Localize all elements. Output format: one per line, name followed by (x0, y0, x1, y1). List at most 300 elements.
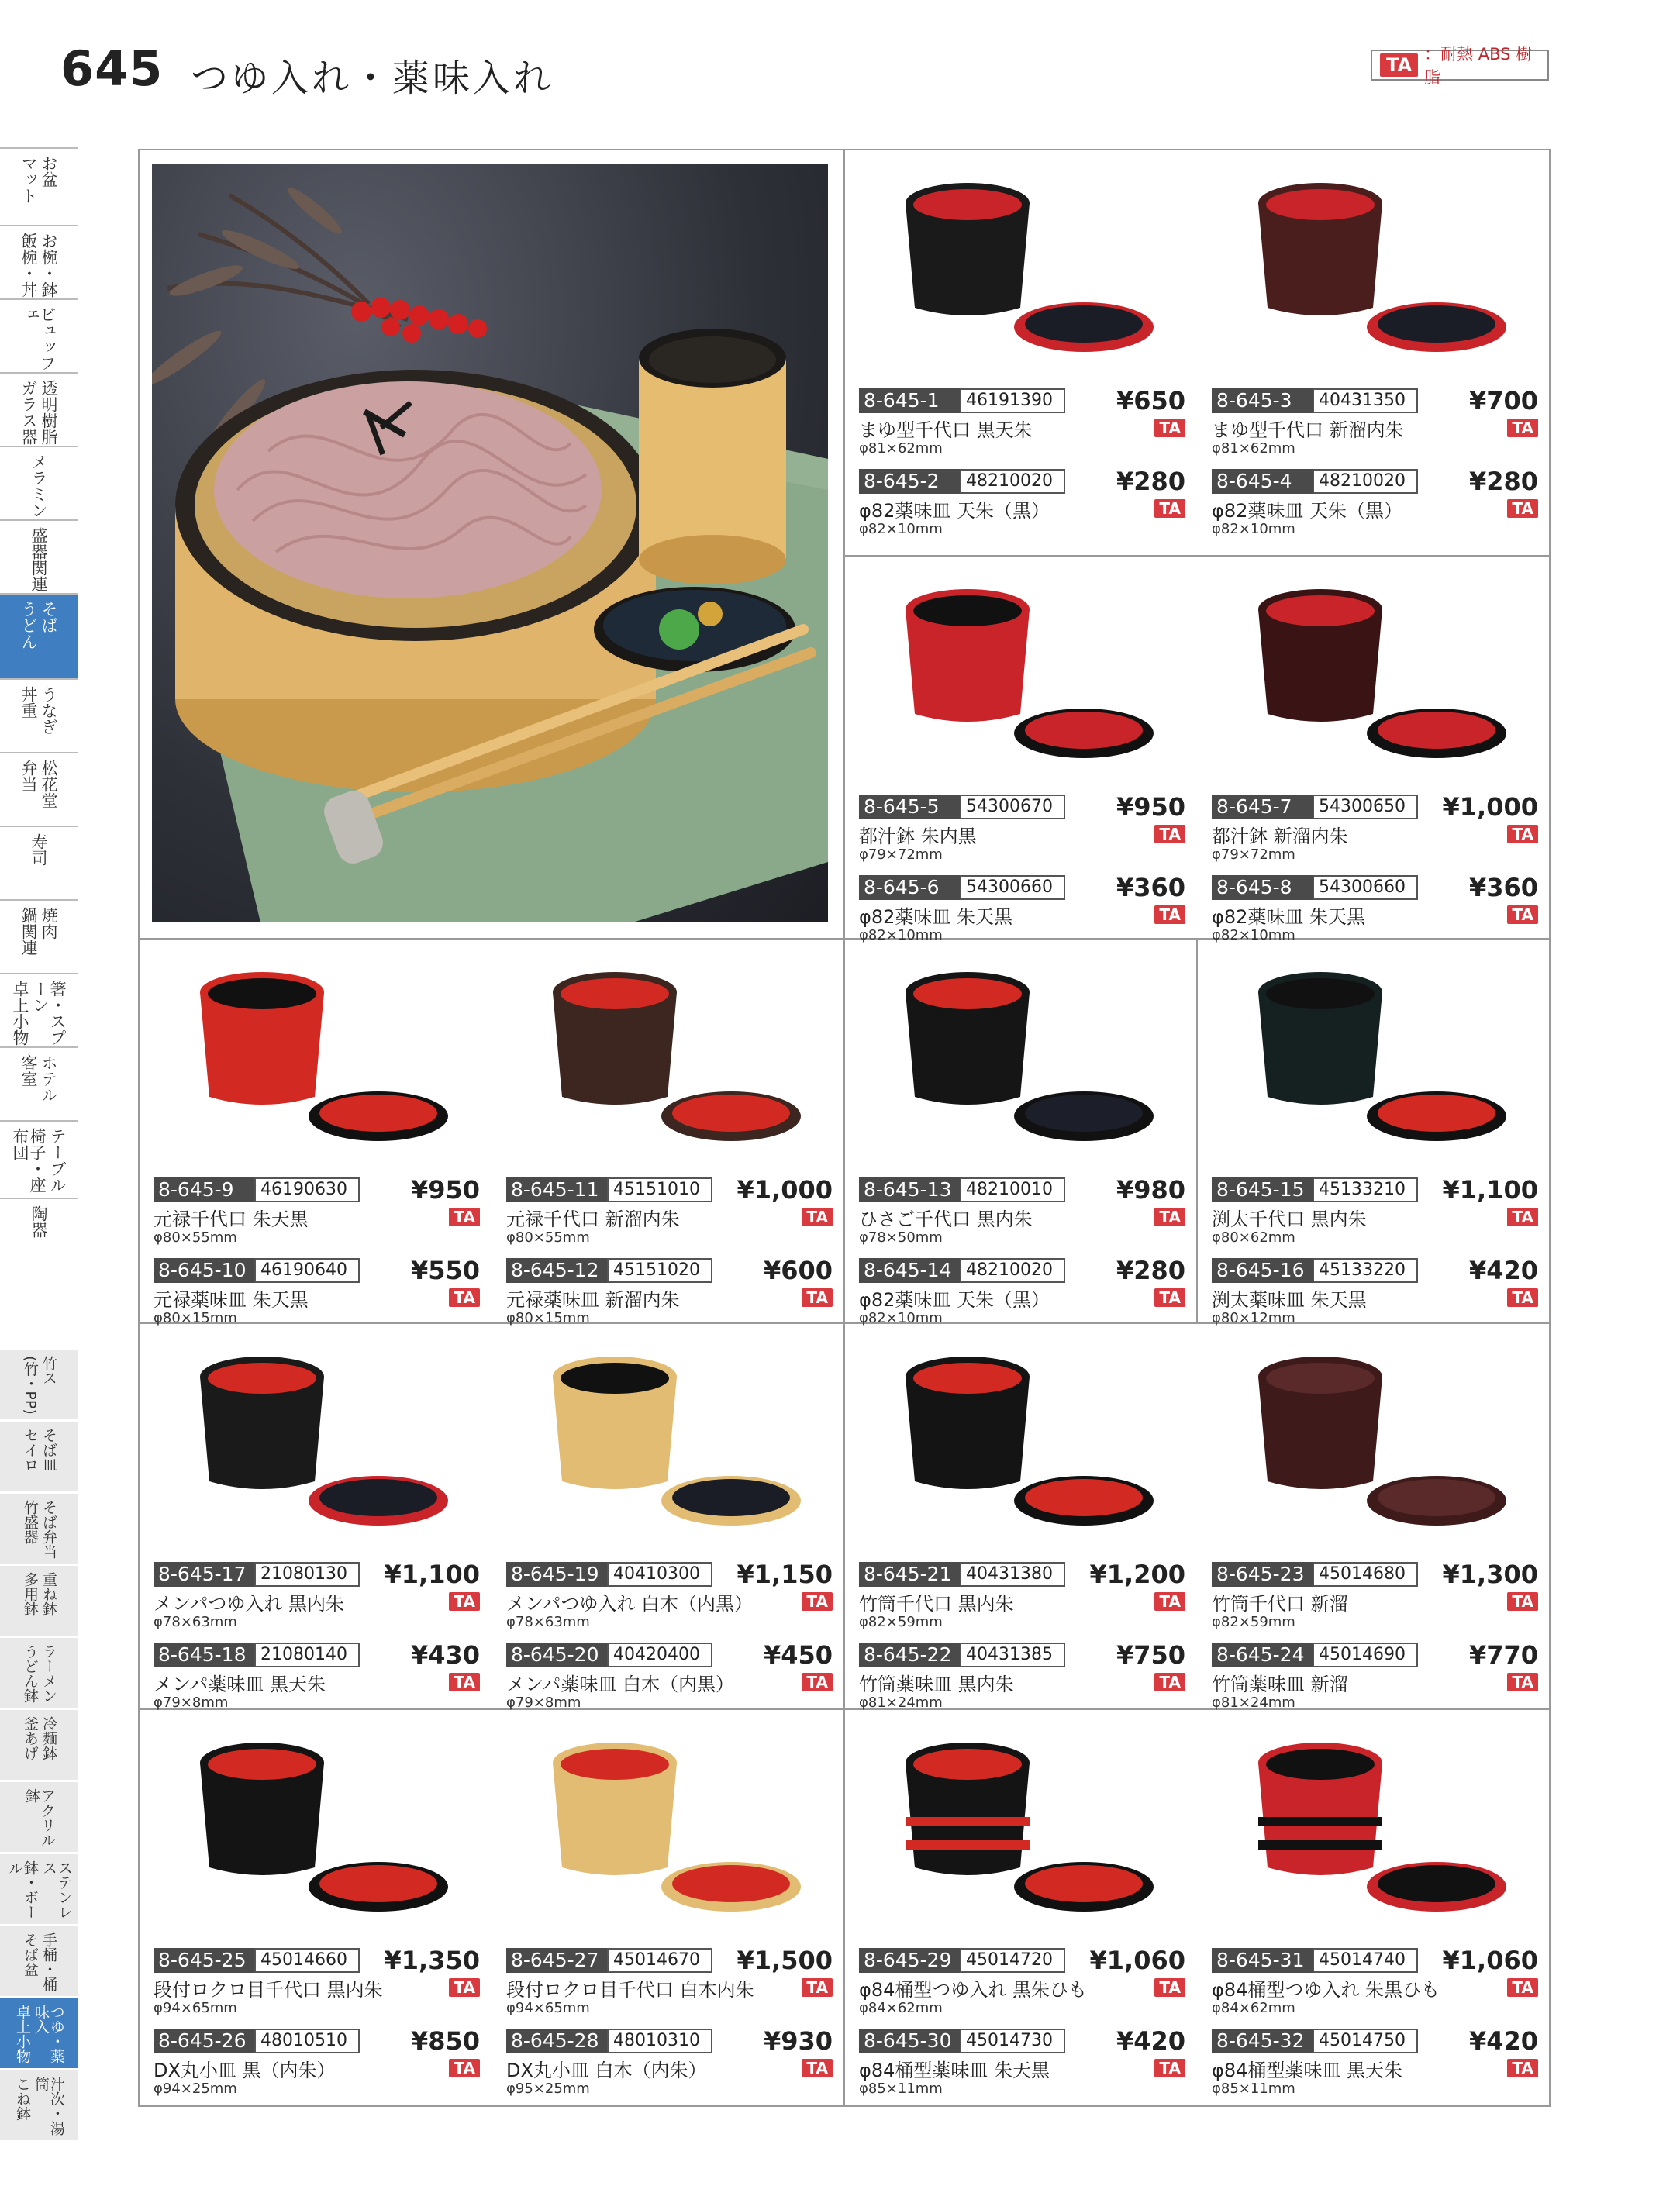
product-name: メンパ薬味皿 黒天朱 (154, 1673, 326, 1695)
product-name-row (506, 1591, 836, 1615)
product-name-row (1212, 1977, 1541, 2001)
category-tab[interactable] (0, 147, 78, 225)
jan-code: 40431350 (1313, 388, 1418, 413)
product-name-row (859, 1206, 1188, 1228)
product-image (169, 961, 464, 1150)
jan-code: 46190630 (254, 1177, 360, 1202)
product-entry-header (154, 1177, 483, 1203)
jan-code: 46190640 (254, 1258, 360, 1283)
category-tab[interactable] (0, 1198, 78, 1275)
product-entry (859, 1257, 1188, 1326)
product-code: 8-645-28 (506, 2029, 607, 2053)
material-badge: TA (1507, 419, 1538, 437)
subcategory-tab[interactable] (0, 1924, 78, 1996)
product-name-row (859, 1671, 1188, 1693)
product-entry-header (1212, 1177, 1541, 1203)
product-entry (506, 2028, 836, 2097)
product-name-row (859, 1977, 1188, 2001)
product-size: φ82×10mm (1212, 521, 1295, 537)
material-badge: TA (802, 1978, 833, 1997)
product-price: ¥700 (1468, 386, 1538, 415)
product-name: 竹筒千代口 新溜 (1212, 1592, 1348, 1615)
category-tab[interactable] (0, 519, 78, 593)
material-badge: TA (1507, 1978, 1538, 1997)
product-code: 8-645-31 (1212, 1948, 1313, 1973)
subcategory-tab-label: 重ね鉢 (40, 1572, 57, 1616)
subcategory-tab[interactable] (0, 1564, 78, 1636)
product-entry (1212, 1947, 1541, 2016)
product-name: DX丸小皿 白木（内朱） (506, 2059, 707, 2081)
jan-code: 45014690 (1313, 1643, 1418, 1667)
product-entry-header (1212, 388, 1541, 414)
product-entry-header (1212, 2028, 1541, 2054)
product-name: DX丸小皿 黒（内朱） (154, 2059, 336, 2081)
category-tab[interactable] (0, 899, 78, 973)
category-tab-label: 箸・スプーン (31, 981, 67, 1046)
hero-photo (152, 164, 828, 922)
product-name: φ82薬味皿 天朱（黒） (859, 499, 1050, 522)
soba-photo (152, 164, 828, 922)
product-code: 8-645-3 (1212, 388, 1313, 413)
product-size: φ82×10mm (859, 1310, 943, 1326)
subcategory-tab-label: こね鉢 (14, 2077, 32, 2121)
page-number: 645 (60, 40, 164, 97)
product-entry-header (859, 2028, 1188, 2054)
product-code: 8-645-14 (859, 1258, 960, 1283)
material-badge: TA (1154, 2059, 1185, 2077)
category-tab[interactable] (0, 225, 78, 298)
product-entry-header (859, 874, 1188, 901)
product-entry (1212, 1177, 1541, 1246)
subcategory-tab-label: 鉢・ボール (6, 1860, 39, 1919)
product-entry (1212, 794, 1541, 863)
product-code: 8-645-5 (859, 795, 960, 819)
product-entry (859, 794, 1188, 863)
product-entry (859, 1177, 1188, 1246)
product-code: 8-645-2 (859, 469, 960, 494)
category-tab[interactable] (0, 372, 78, 446)
product-name-row (1212, 823, 1541, 845)
product-entry-header (1212, 468, 1541, 495)
product-price: ¥950 (1116, 792, 1185, 822)
product-image (1227, 1732, 1522, 1921)
product-code: 8-645-7 (1212, 795, 1313, 819)
product-price: ¥1,060 (1089, 1946, 1185, 1975)
product-entry (506, 1947, 836, 2016)
product-cell (1212, 1338, 1541, 1711)
product-cell (506, 953, 836, 1326)
product-code: 8-645-12 (506, 1258, 607, 1283)
product-name: 竹筒薬味皿 黒内朱 (859, 1673, 1014, 1695)
product-code: 8-645-30 (859, 2029, 960, 2053)
material-badge: TA (449, 1208, 480, 1226)
product-entry (154, 1947, 483, 2016)
product-name-row (1212, 1206, 1541, 1228)
product-name-row (1212, 2057, 1541, 2079)
product-name: 元禄千代口 朱天黒 (154, 1208, 309, 1230)
product-size: φ81×24mm (859, 1695, 943, 1711)
product-price: ¥280 (1468, 467, 1538, 496)
legend-text: ：耐熱 ABS 樹脂 (1424, 45, 1533, 87)
subcategory-tab-label: 釜あげ (22, 1716, 39, 1760)
jan-code: 45014740 (1313, 1948, 1418, 1973)
product-entry-header (154, 1642, 483, 1668)
product-name: メンパつゆ入れ 黒内朱 (154, 1592, 344, 1615)
subcategory-tab-label: そば弁当 (40, 1500, 57, 1559)
category-tab-label: 透明樹脂 (40, 380, 59, 445)
product-price: ¥360 (1116, 873, 1185, 902)
material-badge: TA (1154, 1208, 1185, 1226)
jan-code: 40431380 (960, 1562, 1065, 1587)
material-badge: TA (1154, 499, 1185, 518)
product-name: メンパつゆ入れ 白木（内黒） (506, 1592, 753, 1615)
product-entry-header (859, 1177, 1188, 1203)
product-price: ¥420 (1468, 1256, 1538, 1285)
product-name-row (506, 1206, 836, 1228)
material-badge: TA (1507, 1673, 1538, 1691)
category-tab[interactable] (0, 298, 78, 372)
subcategory-tab[interactable] (0, 1996, 78, 2068)
product-entry (1212, 2028, 1541, 2097)
category-tab[interactable] (0, 973, 78, 1046)
subcategory-tab-label: ステンレス (40, 1860, 73, 1919)
product-name-row (506, 1977, 836, 2001)
jan-code: 40431385 (960, 1643, 1065, 1667)
category-tab-label: 寿司 (29, 833, 49, 866)
subcategory-tab[interactable] (0, 1636, 78, 1708)
category-tab-label: 盛器関連 (29, 527, 49, 592)
product-size: φ82×59mm (859, 1614, 943, 1630)
product-entry-header (154, 1257, 483, 1284)
product-size: φ80×15mm (506, 1310, 590, 1326)
category-tab-label: 松花堂 (40, 760, 59, 808)
product-size: φ79×8mm (506, 1695, 581, 1711)
product-name: 元禄千代口 新溜内朱 (506, 1208, 680, 1230)
product-entry-header (1212, 1947, 1541, 1974)
subcategory-tab[interactable] (0, 1708, 78, 1780)
product-entry-header (1212, 1642, 1541, 1668)
category-tab-label: 飯椀・丼 (19, 233, 38, 298)
product-entry (859, 468, 1188, 537)
category-tab-label: 陶器 (29, 1205, 49, 1238)
category-tab-label: 卓上小物 (10, 981, 29, 1046)
product-entry-header (859, 388, 1188, 414)
product-size: φ79×72mm (1212, 846, 1295, 863)
subcategory-tab-label: 多用鉢 (22, 1572, 39, 1616)
product-cell (154, 1724, 483, 2097)
product-name: 都汁鉢 朱内黒 (859, 825, 977, 847)
product-entry-header (859, 1642, 1188, 1668)
category-tab-label: ホテル (40, 1054, 59, 1103)
product-entry-header (1212, 1257, 1541, 1284)
category-tab-label: 鍋関連 (19, 907, 38, 956)
jan-code: 21080130 (254, 1562, 360, 1587)
product-price: ¥1,000 (1442, 792, 1538, 822)
product-code: 8-645-6 (859, 875, 960, 900)
product-name-row (1212, 904, 1541, 926)
product-image (874, 172, 1169, 361)
product-code: 8-645-10 (154, 1258, 254, 1283)
jan-code: 48210020 (960, 469, 1065, 494)
product-name-row (1212, 498, 1541, 522)
product-size: φ80×12mm (1212, 1310, 1295, 1326)
product-image (1227, 172, 1522, 361)
product-size: φ80×15mm (154, 1310, 237, 1326)
subcategory-tab[interactable] (0, 1347, 78, 1419)
product-name: 元禄薬味皿 朱天黒 (154, 1288, 309, 1311)
product-code: 8-645-16 (1212, 1258, 1313, 1283)
jan-code: 45151020 (607, 1258, 712, 1283)
product-code: 8-645-25 (154, 1948, 254, 1973)
product-cell (1212, 953, 1541, 1326)
category-tab[interactable] (0, 1046, 78, 1120)
product-entry (859, 1642, 1188, 1711)
subcategory-tab-label: そば皿 (40, 1428, 57, 1472)
product-cell (859, 164, 1188, 537)
subcategory-tab[interactable] (0, 2068, 78, 2140)
category-tab[interactable] (0, 752, 78, 826)
jan-code: 48010310 (607, 2029, 712, 2053)
product-name-row (506, 1671, 836, 1693)
subcategory-tab-label: 竹盛器 (22, 1500, 39, 1544)
category-tab-label: 椅子・座布団 (10, 1128, 47, 1193)
subcategory-tab[interactable] (0, 1419, 78, 1491)
product-size: φ84×62mm (859, 2000, 943, 2016)
product-cell (859, 953, 1188, 1326)
product-cell (506, 1724, 836, 2097)
material-badge: TA (1154, 419, 1185, 437)
page-title: つゆ入れ・薬味入れ (191, 57, 554, 100)
material-badge: TA (1507, 905, 1538, 924)
product-name: φ82薬味皿 朱天黒 (859, 905, 1012, 928)
material-badge: TA (1507, 1592, 1538, 1611)
subcategory-tab-label: 手桶・桶 (40, 1932, 57, 1991)
product-price: ¥360 (1468, 873, 1538, 902)
product-code: 8-645-13 (859, 1177, 960, 1202)
product-image (874, 1732, 1169, 1921)
product-cell (859, 571, 1188, 943)
product-cell (1212, 164, 1541, 537)
product-size: φ78×50mm (859, 1229, 943, 1246)
product-image (874, 578, 1169, 767)
product-size: φ82×10mm (859, 927, 943, 943)
material-badge: TA (1380, 53, 1418, 77)
subcategory-tab[interactable] (0, 1491, 78, 1564)
product-entry-header (859, 1561, 1188, 1588)
product-price: ¥1,300 (1442, 1560, 1538, 1589)
category-tab-label: マット (19, 155, 38, 204)
subcategory-tab[interactable] (0, 1852, 78, 1924)
product-entry-header (154, 1561, 483, 1588)
product-entry-header (859, 1257, 1188, 1284)
product-name: 段付ロクロ目千代口 白木内朱 (506, 1978, 754, 2001)
material-badge: TA (802, 1288, 833, 1307)
product-price: ¥600 (763, 1256, 833, 1285)
product-code: 8-645-26 (154, 2029, 254, 2053)
category-tab-label: 焼肉 (40, 907, 59, 940)
category-tab-label: うどん (19, 601, 38, 650)
product-price: ¥950 (410, 1175, 480, 1205)
product-entry (154, 1257, 483, 1326)
product-entry-header (154, 1947, 483, 1974)
material-badge: TA (802, 1673, 833, 1691)
jan-code: 21080140 (254, 1643, 360, 1667)
product-size: φ84×62mm (1212, 2000, 1295, 2016)
material-badge: TA (1154, 1592, 1185, 1611)
product-entry (859, 388, 1188, 457)
product-cell (506, 1338, 836, 1711)
product-name-row (154, 1591, 483, 1615)
product-price: ¥930 (763, 2026, 833, 2056)
category-tab-label: テーブル (48, 1128, 67, 1193)
category-tab-label: うなぎ (40, 686, 59, 735)
jan-code: 54300670 (960, 795, 1065, 819)
category-tab-label: ビュッフェ (21, 306, 57, 371)
product-name-row (859, 498, 1188, 522)
product-entry (859, 2028, 1188, 2097)
jan-code: 45133220 (1313, 1258, 1418, 1283)
product-entry (1212, 388, 1541, 457)
product-cell (1212, 571, 1541, 943)
product-image (874, 961, 1169, 1150)
product-name: 渕太薬味皿 朱天黒 (1212, 1288, 1367, 1311)
product-size: φ80×62mm (1212, 1229, 1295, 1246)
product-size: φ95×25mm (506, 2081, 590, 2097)
product-code: 8-645-21 (859, 1562, 960, 1587)
product-code: 8-645-15 (1212, 1177, 1313, 1202)
material-badge: TA (1154, 825, 1185, 843)
product-size: φ78×63mm (506, 1614, 590, 1630)
product-entry (154, 1642, 483, 1711)
product-entry-header (1212, 874, 1541, 901)
product-entry (506, 1561, 836, 1630)
product-entry-header (859, 1947, 1188, 1974)
product-entry (154, 1561, 483, 1630)
product-name-row (154, 1671, 483, 1693)
jan-code: 45014660 (254, 1948, 360, 1973)
product-entry (154, 2028, 483, 2097)
product-name-row (154, 2057, 483, 2079)
product-name-row (506, 1287, 836, 1311)
material-badge: TA (1507, 825, 1538, 843)
product-entry (1212, 874, 1541, 943)
category-tab[interactable] (0, 826, 78, 899)
category-tab[interactable] (0, 446, 78, 519)
product-code: 8-645-20 (506, 1643, 607, 1667)
product-entry (1212, 1257, 1541, 1326)
product-size: φ82×10mm (1212, 927, 1295, 943)
product-code: 8-645-18 (154, 1643, 254, 1667)
product-code: 8-645-29 (859, 1948, 960, 1973)
product-image (169, 1732, 464, 1921)
product-code: 8-645-11 (506, 1177, 607, 1202)
product-entry (506, 1642, 836, 1711)
jan-code: 40410300 (607, 1562, 712, 1587)
product-size: φ81×24mm (1212, 1695, 1295, 1711)
product-size: φ79×8mm (154, 1695, 229, 1711)
jan-code: 54300650 (1313, 795, 1418, 819)
jan-code: 45014720 (960, 1948, 1065, 1973)
product-size: φ80×55mm (154, 1229, 237, 1246)
product-name-row (859, 1591, 1188, 1615)
product-price: ¥1,150 (737, 1560, 833, 1589)
product-name: φ84桶型薬味皿 朱天黒 (859, 2059, 1050, 2081)
subcategory-tab-label: 冷麺鉢 (40, 1716, 57, 1760)
product-cell (154, 1338, 483, 1711)
product-price: ¥1,350 (384, 1946, 480, 1975)
product-code: 8-645-24 (1212, 1643, 1313, 1667)
subcategory-tab[interactable] (0, 1780, 78, 1852)
product-entry-header (506, 1177, 836, 1203)
product-cell (1212, 1724, 1541, 2097)
subcategory-tab-label: 卓上小物 (14, 2005, 32, 2063)
product-image (169, 1346, 464, 1535)
product-name-row (859, 823, 1188, 845)
jan-code: 45014670 (607, 1948, 712, 1973)
material-badge: TA (1507, 2059, 1538, 2077)
material-badge: TA (449, 1592, 480, 1611)
subcategory-tab-label: 汁次・湯筒 (32, 2077, 65, 2136)
product-code: 8-645-9 (154, 1177, 254, 1202)
material-badge: TA (1507, 499, 1538, 518)
product-entry-header (506, 1257, 836, 1284)
product-code: 8-645-4 (1212, 469, 1313, 494)
category-tab[interactable] (0, 1120, 78, 1198)
product-cell (154, 953, 483, 1326)
product-name: φ84桶型つゆ入れ 黒朱ひも (859, 1978, 1087, 2001)
product-size: φ82×10mm (859, 521, 943, 537)
category-tab-label: メラミン (29, 453, 49, 519)
product-entry-header (154, 2028, 483, 2054)
product-price: ¥1,500 (737, 1946, 833, 1975)
jan-code: 48210010 (960, 1177, 1065, 1202)
product-price: ¥980 (1116, 1175, 1185, 1205)
category-tab[interactable] (0, 593, 78, 678)
product-price: ¥280 (1116, 467, 1185, 496)
product-name-row (859, 1287, 1188, 1311)
category-tab-label: 客室 (19, 1054, 38, 1087)
category-tab-label: お椀・鉢 (40, 233, 59, 298)
product-name: 竹筒薬味皿 新溜 (1212, 1673, 1348, 1695)
product-entry (506, 1177, 836, 1246)
product-entry (859, 1561, 1188, 1630)
jan-code: 48210020 (1313, 469, 1418, 494)
product-price: ¥1,060 (1442, 1946, 1538, 1975)
product-entry-header (506, 1561, 836, 1588)
category-tab[interactable] (0, 678, 78, 752)
material-legend (1371, 45, 1549, 87)
material-badge: TA (802, 1208, 833, 1226)
category-tab-label: お盆 (40, 155, 59, 188)
material-badge: TA (449, 1288, 480, 1307)
jan-code: 48210020 (960, 1258, 1065, 1283)
product-size: φ85×11mm (859, 2081, 943, 2097)
product-price: ¥750 (1116, 1640, 1185, 1670)
product-size: φ94×65mm (506, 2000, 590, 2016)
subcategory-tab-label: うどん鉢 (22, 1644, 39, 1703)
product-name: 竹筒千代口 黒内朱 (859, 1592, 1014, 1615)
material-badge: TA (1507, 1208, 1538, 1226)
product-size: φ81×62mm (859, 440, 943, 457)
jan-code: 45014680 (1313, 1562, 1418, 1587)
product-size: φ81×62mm (1212, 440, 1295, 457)
jan-code: 45151010 (607, 1177, 712, 1202)
product-size: φ78×63mm (154, 1614, 237, 1630)
product-entry (1212, 468, 1541, 537)
product-code: 8-645-1 (859, 388, 960, 413)
product-price: ¥430 (410, 1640, 480, 1670)
product-name: φ82薬味皿 天朱（黒） (1212, 499, 1402, 522)
